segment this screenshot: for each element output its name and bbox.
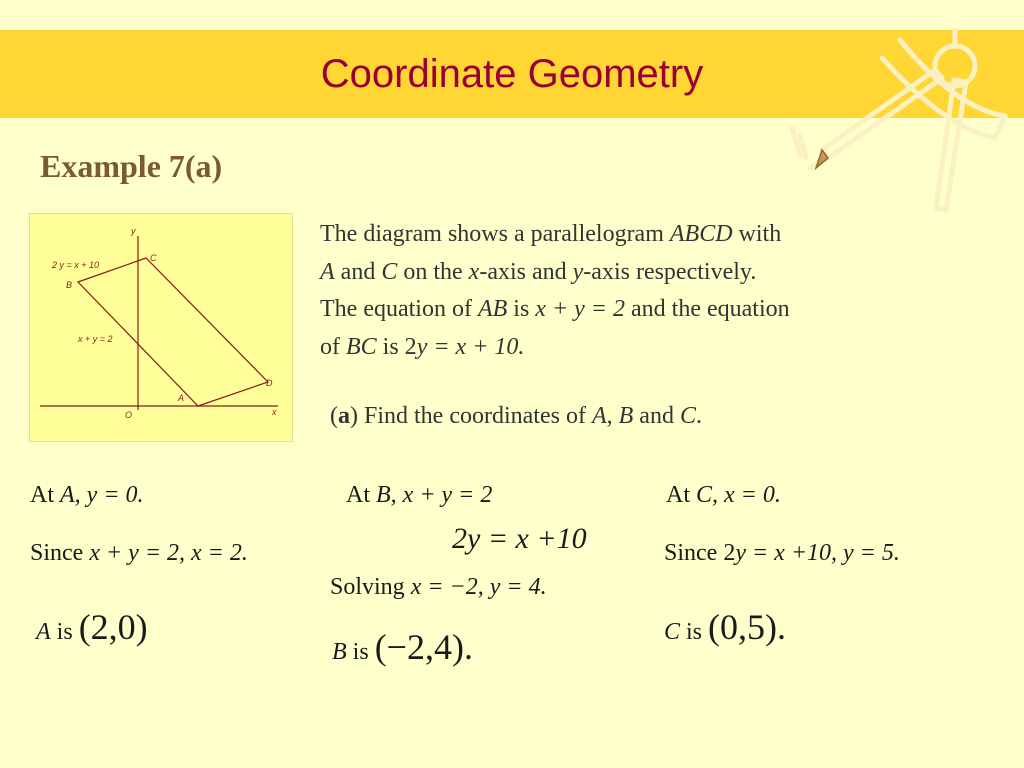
q-text: ): [350, 403, 358, 429]
q-term: B: [618, 403, 634, 429]
desc-text: of: [320, 333, 346, 360]
desc-text: The equation of: [320, 296, 478, 322]
problem-description: [320, 216, 970, 366]
desc-line-2: [320, 254, 970, 292]
origin-label: O: [125, 410, 133, 420]
sol-text: Solving: [330, 574, 411, 600]
desc-text: with: [732, 221, 782, 247]
desc-term: A: [320, 258, 335, 285]
sol-term: B: [376, 482, 391, 508]
desc-text: and: [334, 258, 382, 285]
desc-line-3: [320, 291, 970, 329]
solution-b-at: [346, 482, 492, 509]
solution-c-result: [664, 606, 786, 648]
sol-eq: , x + y = 2: [390, 482, 493, 508]
sol-text: At: [30, 482, 60, 508]
q-letter: a: [338, 403, 350, 429]
desc-line-4: [320, 329, 970, 367]
solution-b-eq2: [452, 522, 587, 556]
point-d-label: D: [266, 378, 273, 388]
sol-eq: , y = 0.: [74, 482, 144, 508]
sol-text: At: [666, 482, 696, 508]
q-text: .: [695, 403, 702, 429]
q-text: Find the coordinates of: [358, 403, 592, 429]
y-axis-label: y: [131, 226, 136, 236]
question-a: [330, 403, 702, 430]
parallelogram: [78, 258, 268, 406]
desc-term: x: [468, 258, 480, 285]
sol-term: A: [60, 482, 75, 508]
desc-term: y: [572, 258, 584, 285]
q-text: (: [330, 403, 338, 429]
q-text: ,: [606, 403, 619, 429]
desc-text: is: [507, 296, 536, 322]
parallelogram-diagram: [29, 213, 293, 442]
solution-a-result: [36, 606, 148, 648]
sol-eq: y = x +10, y = 5.: [735, 540, 900, 566]
desc-line-1: [320, 216, 970, 254]
sol-eq: x = −2, y = 4.: [410, 574, 547, 600]
sol-coord: (2,0): [78, 607, 148, 647]
sol-coord: (−2,4).: [374, 627, 473, 667]
desc-text: on the: [397, 258, 469, 285]
desc-text: -axis and: [479, 258, 573, 285]
desc-term: y = x + 10.: [416, 333, 525, 360]
desc-term: BC: [346, 333, 377, 360]
desc-text: The diagram shows a parallelogram: [320, 221, 670, 247]
point-a-label: A: [178, 393, 185, 403]
solution-b-result: [332, 626, 473, 668]
desc-term: C: [381, 258, 398, 285]
sol-text: Since: [30, 540, 90, 566]
solution-a-since: [30, 540, 248, 567]
desc-term: ABCD: [669, 221, 733, 247]
x-axis-label: x: [272, 407, 277, 417]
solution-c-since: [664, 540, 900, 567]
desc-term: AB: [477, 296, 508, 322]
desc-text: is 2: [376, 333, 417, 360]
solution-c-at: [666, 482, 781, 509]
equation-bc-label: 2 y = x + 10: [52, 260, 100, 270]
diagram-svg: [30, 214, 292, 441]
sol-text: is: [680, 619, 709, 645]
sol-term: A: [36, 619, 51, 645]
sol-eq: 2y = x +10: [452, 522, 587, 555]
sol-text: is: [346, 639, 375, 665]
sol-eq: x + y = 2, x = 2.: [89, 540, 248, 566]
sol-text: is: [50, 619, 79, 645]
sol-eq: , x = 0.: [712, 482, 781, 508]
sol-term: C: [696, 482, 713, 508]
equation-ab-label: x + y = 2: [78, 334, 113, 344]
sol-text: At: [346, 482, 376, 508]
desc-term: x + y = 2: [535, 296, 625, 322]
page-title: Coordinate Geometry: [320, 52, 704, 96]
solution-a-at: [30, 482, 144, 509]
sol-term: C: [664, 619, 681, 645]
sol-coord: (0,5).: [708, 607, 787, 647]
desc-text: and the equation: [625, 296, 790, 322]
q-term: C: [679, 403, 696, 429]
sol-term: B: [332, 639, 347, 665]
sol-text: Since 2: [664, 540, 736, 566]
solution-b-solving: [330, 574, 547, 601]
q-term: A: [591, 403, 607, 429]
example-label: Example 7(a): [40, 148, 223, 184]
point-b-label: B: [66, 280, 73, 290]
desc-text: -axis respectively.: [583, 258, 757, 285]
q-text: and: [633, 403, 680, 429]
point-c-label: C: [150, 253, 157, 263]
compass-icon: [770, 18, 1010, 233]
